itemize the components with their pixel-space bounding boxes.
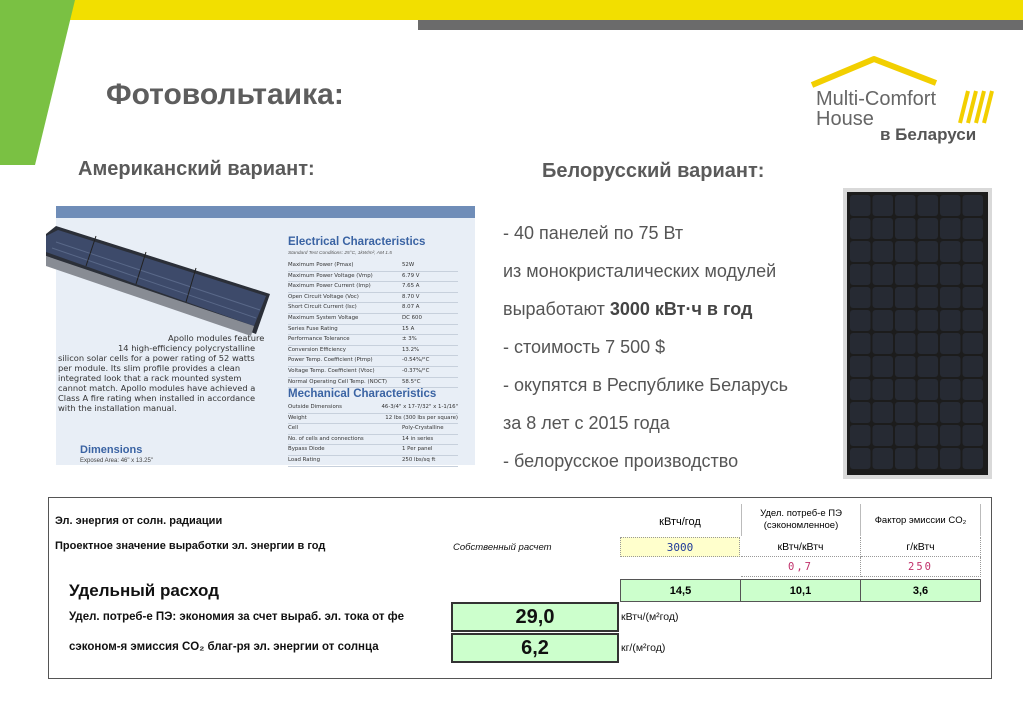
electrical-characteristics-heading: Electrical Characteristics — [288, 236, 426, 248]
electrical-row: Maximum System Voltage DC 600 — [288, 314, 458, 325]
american-variant-heading: Американский вариант: — [78, 158, 315, 180]
list-item: из монокристалических модулей — [503, 261, 777, 281]
caption-line: cannot match. Apollo modules have achieved a — [58, 383, 256, 393]
panel-cell — [963, 379, 984, 400]
panel-cell — [873, 448, 894, 469]
panel-cell — [850, 310, 871, 331]
panel-cell — [850, 402, 871, 423]
datasheet-caption — [58, 333, 283, 413]
caption-line: with the installation manual. — [58, 403, 177, 413]
mechanical-row: Weight 12 lbs (300 lbs per square) — [288, 414, 458, 425]
list-item: выработают 3000 кВт·ч в год — [503, 299, 753, 319]
electrical-row: Normal Operating Cell Temp. (NOCT) 58.5°C — [288, 378, 458, 389]
panel-cell — [850, 218, 871, 239]
panel-cell — [895, 425, 916, 446]
panel-cell — [873, 218, 894, 239]
caption-line: silicon solar cells for a power rating of 52 watts — [58, 353, 255, 363]
panel-cell — [850, 241, 871, 262]
specific-consumption-heading: Удельный расход — [69, 581, 220, 600]
electrical-row: Series Fuse Rating 15 A — [288, 325, 458, 336]
panel-cell — [850, 195, 871, 216]
panel-cell — [918, 264, 939, 285]
panel-cell — [940, 448, 961, 469]
panel-cell — [963, 287, 984, 308]
mechanical-row: Outside Dimensions 46-3/4" x 17-7/32" x 1-1/16" — [288, 403, 458, 414]
specific-value-1: 14,5 — [620, 579, 741, 602]
annual-output-value: 3000 кВт·ч в год — [609, 299, 753, 319]
panel-cell — [940, 241, 961, 262]
panel-cell — [895, 218, 916, 239]
panel-cell — [918, 333, 939, 354]
panel-cell — [873, 287, 894, 308]
panel-cell — [850, 425, 871, 446]
panel-cell — [895, 402, 916, 423]
panel-cell — [963, 333, 984, 354]
co2-factor-value: 250 — [861, 557, 981, 577]
american-datasheet-image — [56, 206, 475, 465]
caption-line: Class A fire rating when installed in accordance — [58, 393, 256, 403]
co2-saving-value: 6,2 — [451, 633, 619, 663]
list-item: - окупятся в Республике Беларусь — [503, 375, 788, 395]
panel-cell — [918, 218, 939, 239]
panel-cell — [918, 195, 939, 216]
panel-cell — [940, 356, 961, 377]
panel-cell — [895, 241, 916, 262]
panel-cell — [918, 425, 939, 446]
co2-saving-unit: кг/(м²год) — [621, 642, 666, 654]
panel-cell — [918, 402, 939, 423]
panel-cell — [850, 379, 871, 400]
top-yellow-bar — [0, 0, 1023, 20]
electrical-row: Conversion Efficiency 13.2% — [288, 346, 458, 357]
logo-text-line2: House — [816, 108, 874, 130]
panel-cell — [895, 448, 916, 469]
mechanical-table — [288, 403, 458, 467]
panel-cell — [873, 379, 894, 400]
panel-cell — [850, 287, 871, 308]
energy-use-unit: кВтч/кВтч — [741, 537, 861, 557]
panel-cell — [873, 356, 894, 377]
logo-text-line3: в Беларуси — [880, 125, 977, 144]
caption-line: 14 high-efficiency polycrystalline — [118, 343, 256, 353]
caption-line: Apollo modules feature — [168, 333, 265, 343]
panel-cell — [895, 356, 916, 377]
list-item: - стоимость 7 500 $ — [503, 337, 666, 357]
panel-cell — [963, 218, 984, 239]
electrical-row: Maximum Power (Pmax) 52W — [288, 261, 458, 272]
panel-cell — [918, 310, 939, 331]
green-corner-shape — [0, 0, 75, 170]
energy-use-factor: 0,7 — [741, 557, 861, 577]
caption-line: integrated look that a rack mounted system — [58, 373, 242, 383]
energy-saving-value: 29,0 — [451, 602, 619, 632]
standard-test-conditions: Standard Test Conditions: 25°C, 1kW/m², AM 1.5 — [288, 251, 392, 256]
panel-cell — [850, 264, 871, 285]
electrical-table — [288, 261, 458, 388]
roof-solar-shingles-image — [56, 206, 286, 336]
panel-cell — [940, 195, 961, 216]
panel-cell — [918, 448, 939, 469]
energy-saving-label: Удел. потреб-е ПЭ: экономия за счет выраб. эл. тока от фе — [69, 611, 404, 623]
panel-cell — [963, 356, 984, 377]
solar-energy-label: Эл. энергия от солн. радиации — [55, 515, 223, 527]
electrical-row: Performance Tolerance ± 3% — [288, 335, 458, 346]
panel-cell — [873, 425, 894, 446]
panel-cell — [940, 287, 961, 308]
panel-cell — [963, 241, 984, 262]
panel-cell — [940, 402, 961, 423]
panel-cell — [963, 425, 984, 446]
mechanical-characteristics-heading: Mechanical Characteristics — [288, 388, 437, 400]
mechanical-row: Load Rating 250 lbs/sq ft — [288, 456, 458, 467]
panel-cell — [940, 218, 961, 239]
panel-cell — [918, 356, 939, 377]
panel-cell — [963, 264, 984, 285]
panel-cell — [895, 264, 916, 285]
mechanical-row: No. of cells and connections 14 in series — [288, 435, 458, 446]
belarus-variant-heading: Белорусский вариант: — [542, 160, 765, 182]
design-output-value: 3000 — [620, 537, 740, 557]
electrical-row: Maximum Power Voltage (Vmp) 6.79 V — [288, 272, 458, 283]
logo-text-line1: Multi-Comfort — [816, 88, 937, 110]
electrical-row: Open Circuit Voltage (Voc) 8.70 V — [288, 293, 458, 304]
panel-cell — [873, 195, 894, 216]
panel-cell — [895, 195, 916, 216]
specific-value-2: 10,1 — [740, 579, 861, 602]
panel-cell — [963, 448, 984, 469]
panel-cell — [940, 333, 961, 354]
page-title: Фотовольтаика: — [106, 78, 344, 111]
panel-cell — [850, 448, 871, 469]
panel-cell — [963, 310, 984, 331]
panel-cell — [918, 379, 939, 400]
list-item: - 40 панелей по 75 Вт — [503, 223, 684, 243]
own-calculation-note: Собственный расчет — [453, 542, 552, 553]
mechanical-row: Cell Poly-Crystalline — [288, 424, 458, 435]
col-header-energy-use: Удел. потреб-е ПЭ (сэкономленное) — [741, 504, 861, 536]
dimensions-heading: Dimensions — [80, 444, 143, 456]
monocrystalline-panel-image — [843, 188, 992, 479]
electrical-row: Maximum Power Current (Imp) 7.65 A — [288, 282, 458, 293]
co2-factor-unit: г/кВтч — [861, 537, 981, 557]
list-item: за 8 лет с 2015 года — [503, 413, 670, 433]
belarus-variant-list — [503, 220, 788, 486]
panel-cell — [873, 333, 894, 354]
top-grey-bar — [418, 20, 1023, 30]
panel-cell — [918, 241, 939, 262]
energy-saving-unit: кВтч/(м²год) — [621, 611, 679, 623]
panel-cell — [940, 264, 961, 285]
solar-energy-unit: кВтч/год — [659, 516, 701, 528]
panel-cell — [873, 264, 894, 285]
electrical-row: Voltage Temp. Coefficient (Vtoc) -0.37%/°C — [288, 367, 458, 378]
electrical-row: Power Temp. Coefficient (Ptmp) -0.54%/°C — [288, 356, 458, 367]
panel-cell — [940, 379, 961, 400]
energy-table — [48, 497, 992, 679]
panel-cell — [873, 310, 894, 331]
panel-cell — [850, 333, 871, 354]
panel-cell — [895, 333, 916, 354]
design-output-label: Проектное значение выработки эл. энергии в год — [55, 540, 326, 552]
col-header-co2-factor: Фактор эмиссии CO₂ — [861, 504, 981, 536]
panel-cell — [873, 402, 894, 423]
specific-value-3: 3,6 — [860, 579, 981, 602]
panel-cell — [850, 356, 871, 377]
panel-cell — [895, 287, 916, 308]
exposed-area-text: Exposed Area: 46" x 13.25" — [80, 458, 153, 464]
panel-cell — [918, 287, 939, 308]
panel-cell — [895, 379, 916, 400]
panel-cell — [963, 402, 984, 423]
panel-cell — [940, 425, 961, 446]
co2-saving-label: сэконом-я эмиссия CO₂ благ-ря эл. энергии от солнца — [69, 641, 379, 653]
panel-cell — [963, 195, 984, 216]
panel-cell — [873, 241, 894, 262]
electrical-row: Short Circuit Current (Isc) 8.07 A — [288, 303, 458, 314]
panel-cell — [895, 310, 916, 331]
multi-comfort-house-logo — [808, 55, 998, 150]
list-item: - белорусское производство — [503, 451, 739, 471]
caption-line: per module. Its slim profile provides a clean — [58, 363, 241, 373]
panel-cell — [940, 310, 961, 331]
mechanical-row: Bypass Diode 1 Per panel — [288, 445, 458, 456]
